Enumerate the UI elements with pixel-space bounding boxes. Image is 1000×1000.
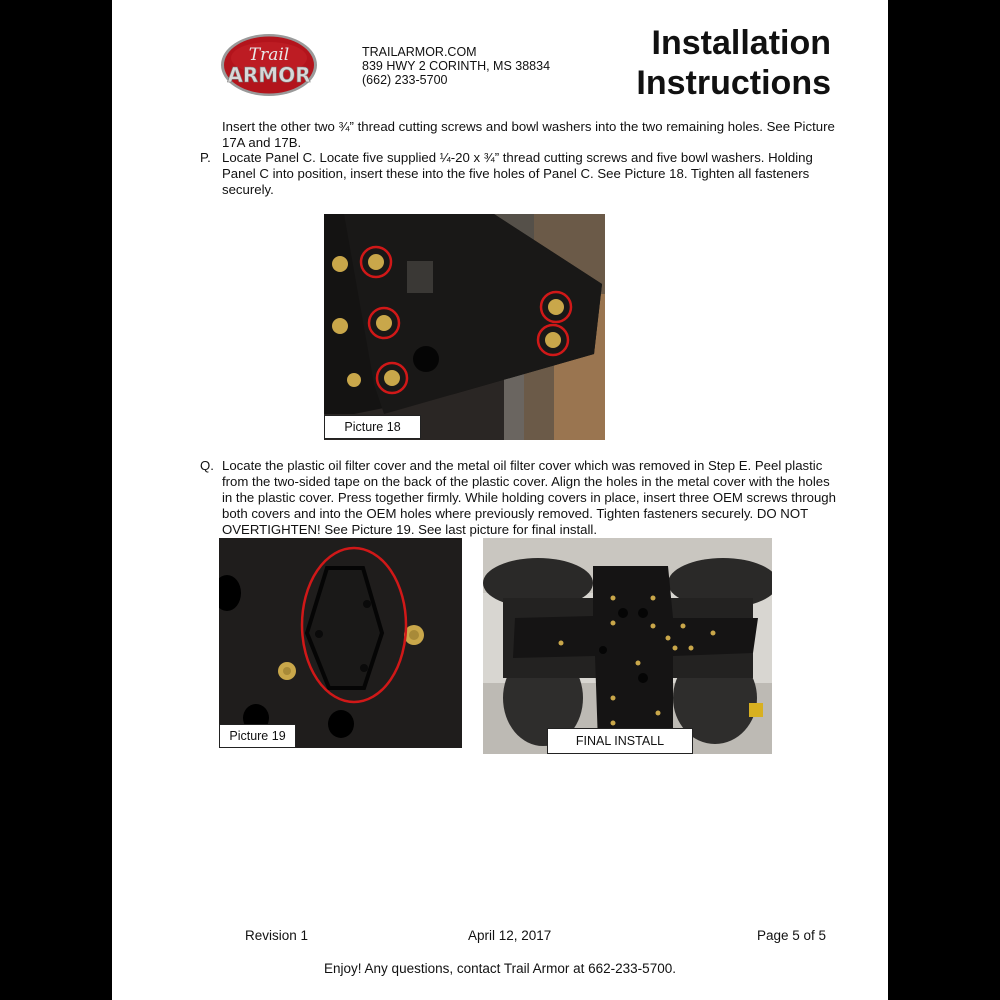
picture-caption: FINAL INSTALL <box>547 728 693 754</box>
footer-date: April 12, 2017 <box>468 928 552 943</box>
step-o-continuation: Insert the other two ¾” thread cutting screws and bowl washers into the two remaining holes. See Picture 17A and 17B. <box>222 119 835 150</box>
company-contact <box>362 45 550 87</box>
step-letter: P. <box>200 150 211 165</box>
address: 839 HWY 2 CORINTH, MS 38834 <box>362 59 551 73</box>
step-text: Locate the plastic oil filter cover and the metal oil filter cover which was removed in Step E. Peel plastic from the two-sided tape on the back of the plastic cover. Align the holes in the metal cover with the holes in the plastic cover. Press together firmly. While holding covers in place, insert three OEM screws through both covers and into the OEM holes where previously removed. Tighten fasteners securely. DO NOT OVERTIGHTEN! See Picture 19. See last picture for final install. <box>222 458 836 537</box>
picture-18 <box>324 214 605 440</box>
footer-page-number: Page 5 of 5 <box>756 928 826 943</box>
page-title <box>636 23 831 103</box>
footer-revision: Revision 1 <box>245 928 309 943</box>
trail-armor-logo <box>219 32 319 98</box>
picture-caption: Picture 19 <box>219 724 296 748</box>
svg-text:Trail: Trail <box>248 45 290 65</box>
picture-caption: Picture 18 <box>324 415 421 439</box>
footer-contact-note: Enjoy! Any questions, contact Trail Armor at 662-233-5700. <box>324 961 676 976</box>
svg-text:ARMOR: ARMOR <box>227 63 311 87</box>
step-q <box>200 458 842 538</box>
title-line-2: Instructions <box>636 64 831 102</box>
title-line-1: Installation <box>651 24 831 62</box>
picture-19 <box>219 538 462 748</box>
website: TRAILARMOR.COM <box>362 45 477 59</box>
picture-final-install <box>483 538 772 754</box>
phone: (662) 233-5700 <box>362 73 448 87</box>
step-text: Locate Panel C. Locate five supplied ¼-20 x ¾” thread cutting screws and five bowl washers. Holding Panel C into position, insert these into the five holes of Panel C. See Picture 18. Tighten all fasteners securely. <box>222 150 813 197</box>
step-p <box>200 150 842 198</box>
step-letter: Q. <box>200 458 214 473</box>
document-page <box>112 0 888 1000</box>
